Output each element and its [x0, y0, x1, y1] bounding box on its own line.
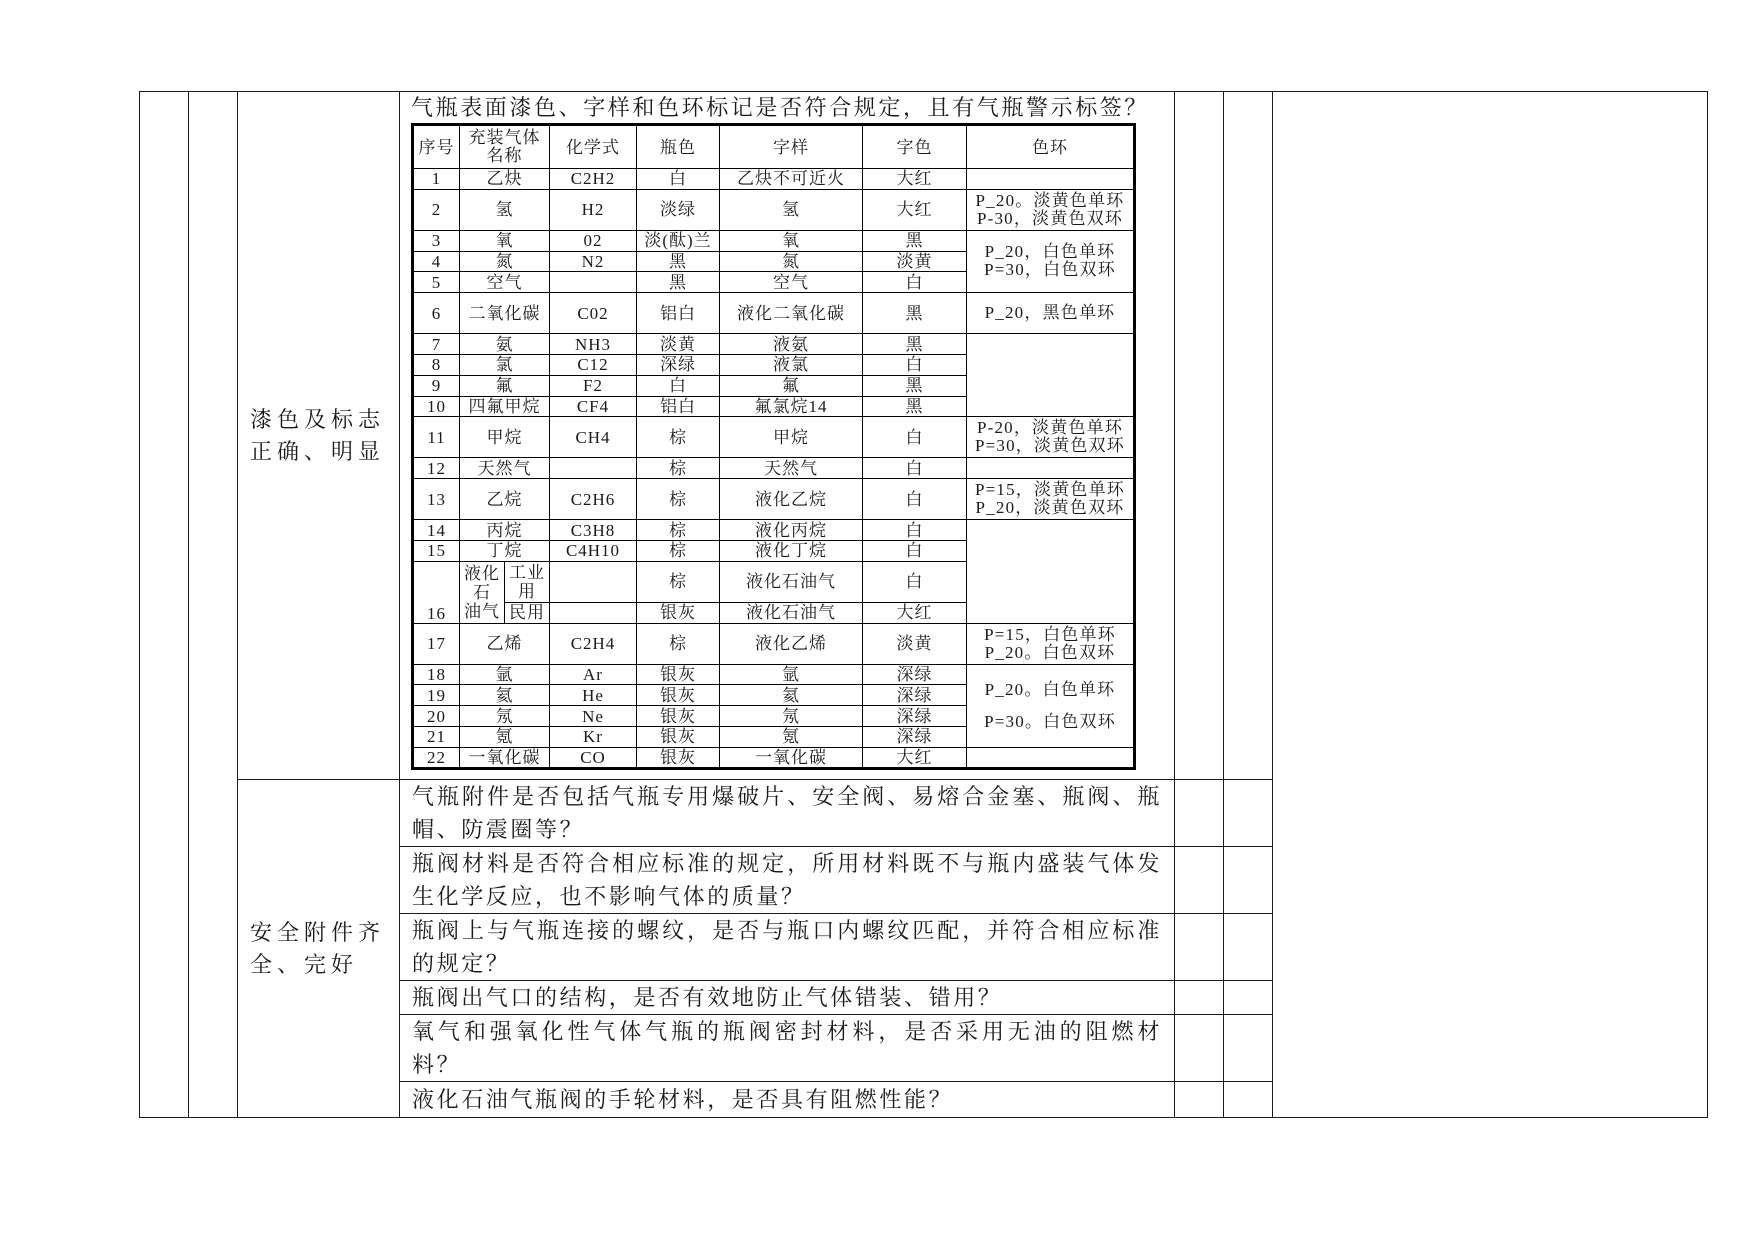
gas-color-ring-cell: P_20。白色单环 P=30。白色双环 [967, 664, 1135, 747]
gas-use-cell: 工业用 [505, 561, 550, 602]
gas-no-cell: 3 [413, 230, 460, 251]
gas-formula-cell [550, 602, 637, 623]
gas-bottle-color-cell: 银灰 [637, 706, 720, 727]
gas-formula-cell: CF4 [550, 396, 637, 417]
check-note-cell [1224, 1082, 1273, 1118]
gas-name-cell: 一氧化碳 [460, 747, 550, 768]
gas-formula-cell: NH3 [550, 334, 637, 355]
gas-formula-cell [550, 272, 637, 293]
gas-no-cell: 13 [413, 479, 460, 520]
index-column-cell [140, 92, 189, 1118]
gas-formula-cell: F2 [550, 375, 637, 396]
gas-row [413, 664, 1135, 685]
gas-formula-cell: Ar [550, 664, 637, 685]
gas-color-ring-cell [967, 747, 1135, 768]
gas-name-cell: 氪 [460, 726, 550, 747]
gas-name-cell: 氩 [460, 664, 550, 685]
gas-lettering-color-cell: 黑 [863, 375, 967, 396]
check-result-cell [1175, 847, 1224, 914]
gas-color-ring-cell [967, 334, 1135, 417]
check-note-cell [1224, 780, 1273, 847]
gas-no-cell: 6 [413, 293, 460, 334]
gas-lettering-color-cell: 白 [863, 272, 967, 293]
gas-row [413, 623, 1135, 664]
gas-formula-cell: 02 [550, 230, 637, 251]
gas-bottle-color-cell: 白 [637, 169, 720, 190]
header-bottle-color: 瓶色 [637, 125, 720, 169]
gas-lettering-color-cell: 淡黄 [863, 251, 967, 272]
gas-name-cell: 氢 [460, 189, 550, 230]
subject-column-cell [189, 92, 238, 1118]
check-note-cell [1224, 847, 1273, 914]
gas-lettering-color-cell: 淡黄 [863, 623, 967, 664]
header-lettering-color: 字色 [863, 125, 967, 169]
header-formula: 化学式 [550, 125, 637, 169]
gas-no-cell: 22 [413, 747, 460, 768]
gas-lettering-color-cell: 深绿 [863, 685, 967, 706]
table-row [140, 92, 1708, 780]
gas-row [413, 747, 1135, 768]
gas-formula-cell: CH4 [550, 417, 637, 458]
gas-color-ring-cell [967, 169, 1135, 190]
gas-formula-cell [550, 458, 637, 479]
gas-lettering-cell: 氖 [720, 706, 863, 727]
gas-lettering-cell: 液氨 [720, 334, 863, 355]
gas-lettering-color-cell: 黑 [863, 396, 967, 417]
check-item: 液化石油气瓶阀的手轮材料，是否具有阻燃性能？ [400, 1082, 1175, 1118]
check-category-paint-marking: 漆色及标志正确、明显 [238, 92, 400, 780]
gas-bottle-color-cell: 淡黄 [637, 334, 720, 355]
gas-name-cell: 丙烷 [460, 520, 550, 541]
check-result-cell [1175, 1015, 1224, 1082]
gas-lettering-color-cell: 白 [863, 561, 967, 602]
gas-bottle-color-cell: 铝白 [637, 293, 720, 334]
gas-no-cell: 15 [413, 540, 460, 561]
gas-color-ring-cell: P=15，白色单环 P_20。白色双环 [967, 623, 1135, 664]
gas-name-cell: 天然气 [460, 458, 550, 479]
gas-name-cell: 甲烷 [460, 417, 550, 458]
gas-row [413, 417, 1135, 458]
gas-no-cell: 12 [413, 458, 460, 479]
gas-name-cell: 氮 [460, 251, 550, 272]
gas-use-cell: 民用 [505, 602, 550, 623]
gas-name-cell: 氨 [460, 334, 550, 355]
gas-formula-cell: N2 [550, 251, 637, 272]
gas-name-cell: 乙炔 [460, 169, 550, 190]
gas-lettering-color-cell: 黑 [863, 230, 967, 251]
gas-bottle-color-cell: 棕 [637, 540, 720, 561]
check-item: 瓶阀上与气瓶连接的螺纹，是否与瓶口内螺纹匹配，并符合相应标准的规定？ [400, 914, 1175, 981]
gas-formula-cell: CO [550, 747, 637, 768]
gas-lettering-cell: 液化丙烷 [720, 520, 863, 541]
gas-lettering-color-cell: 白 [863, 540, 967, 561]
check-result-cell [1175, 914, 1224, 981]
gas-lettering-color-cell: 深绿 [863, 706, 967, 727]
gas-color-ring-cell: P-20，淡黄色单环 P=30，淡黄色双环 [967, 417, 1135, 458]
gas-formula-cell: H2 [550, 189, 637, 230]
check-result-cell [1175, 780, 1224, 847]
check-item-question: 气瓶表面漆色、字样和色环标记是否符合规定，且有气瓶警示标签？ [411, 95, 1150, 120]
gas-bottle-color-cell: 银灰 [637, 602, 720, 623]
header-color-ring: 色环 [967, 125, 1135, 169]
gas-lettering-cell: 氧 [720, 230, 863, 251]
gas-bottle-color-cell: 棕 [637, 623, 720, 664]
gas-lettering-cell: 氟 [720, 375, 863, 396]
gas-lettering-cell: 空气 [720, 272, 863, 293]
gas-lettering-cell: 液化乙烷 [720, 479, 863, 520]
gas-lettering-color-cell: 深绿 [863, 726, 967, 747]
gas-formula-cell [550, 561, 637, 602]
gas-bottle-color-cell: 棕 [637, 417, 720, 458]
gas-no-cell: 19 [413, 685, 460, 706]
gas-lettering-color-cell: 黑 [863, 293, 967, 334]
gas-lettering-cell: 一氧化碳 [720, 747, 863, 768]
gas-bottle-color-cell: 棕 [637, 561, 720, 602]
gas-lettering-cell: 液化乙烯 [720, 623, 863, 664]
gas-bottle-color-cell: 黑 [637, 272, 720, 293]
gas-no-cell: 9 [413, 375, 460, 396]
gas-lettering-cell: 液化二氧化碳 [720, 293, 863, 334]
gas-no-cell: 20 [413, 706, 460, 727]
gas-bottle-color-cell: 白 [637, 375, 720, 396]
gas-lettering-cell: 氟氯烷14 [720, 396, 863, 417]
gas-formula-cell: C2H2 [550, 169, 637, 190]
gas-bottle-color-cell: 棕 [637, 520, 720, 541]
gas-row [413, 334, 1135, 355]
gas-row [413, 230, 1135, 251]
gas-no-cell: 18 [413, 664, 460, 685]
check-result-cell [1175, 1082, 1224, 1118]
gas-row [413, 520, 1135, 541]
gas-bottle-color-cell: 深绿 [637, 354, 720, 375]
gas-lettering-color-cell: 大红 [863, 169, 967, 190]
gas-no-cell: 4 [413, 251, 460, 272]
gas-lettering-cell: 氢 [720, 189, 863, 230]
gas-formula-cell: Kr [550, 726, 637, 747]
check-item: 气瓶附件是否包括气瓶专用爆破片、安全阀、易熔合金塞、瓶阀、瓶帽、防震圈等？ [400, 780, 1175, 847]
gas-formula-cell: C4H10 [550, 540, 637, 561]
header-no: 序号 [413, 125, 460, 169]
check-result-cell [1175, 981, 1224, 1015]
check-result-cell [1175, 92, 1224, 780]
gas-lettering-cell: 氪 [720, 726, 863, 747]
gas-bottle-color-cell: 黑 [637, 251, 720, 272]
gas-color-ring-cell [967, 458, 1135, 479]
gas-no-cell: 8 [413, 354, 460, 375]
gas-lettering-cell: 液化丁烷 [720, 540, 863, 561]
gas-no-cell: 10 [413, 396, 460, 417]
gas-formula-cell: C3H8 [550, 520, 637, 541]
gas-name-cell: 氧 [460, 230, 550, 251]
gas-lettering-cell: 乙炔不可近火 [720, 169, 863, 190]
check-note-cell [1224, 981, 1273, 1015]
gas-row [413, 293, 1135, 334]
gas-no-cell: 17 [413, 623, 460, 664]
gas-lettering-cell: 液氯 [720, 354, 863, 375]
gas-lettering-cell: 液化石油气 [720, 602, 863, 623]
gas-name-cell: 乙烷 [460, 479, 550, 520]
gas-formula-cell: C02 [550, 293, 637, 334]
gas-lettering-cell: 氮 [720, 251, 863, 272]
gas-lettering-cell: 液化石油气 [720, 561, 863, 602]
gas-formula-cell: He [550, 685, 637, 706]
gas-no-cell: 5 [413, 272, 460, 293]
gas-name-cell: 四氟甲烷 [460, 396, 550, 417]
gas-no-cell: 11 [413, 417, 460, 458]
gas-lettering-color-cell: 大红 [863, 189, 967, 230]
check-note-cell [1224, 92, 1273, 780]
gas-no-cell: 16 [413, 561, 460, 623]
gas-bottle-color-cell: 棕 [637, 458, 720, 479]
inspection-table [139, 91, 1708, 1118]
gas-formula-cell: C2H6 [550, 479, 637, 520]
gas-bottle-color-cell: 铝白 [637, 396, 720, 417]
gas-lettering-color-cell: 深绿 [863, 664, 967, 685]
gas-lettering-color-cell: 黑 [863, 334, 967, 355]
gas-formula-cell: Ne [550, 706, 637, 727]
check-item: 瓶阀材料是否符合相应标准的规定，所用材料既不与瓶内盛装气体发生化学反应，也不影响气体的质量？ [400, 847, 1175, 914]
gas-name-cell: 液化 石 油气 [460, 561, 505, 623]
gas-name-cell: 空气 [460, 272, 550, 293]
gas-lettering-cell: 氦 [720, 685, 863, 706]
gas-lettering-cell: 甲烷 [720, 417, 863, 458]
gas-no-cell: 21 [413, 726, 460, 747]
gas-bottle-color-cell: 淡绿 [637, 189, 720, 230]
gas-bottle-color-cell: 银灰 [637, 664, 720, 685]
gas-row [413, 458, 1135, 479]
gas-lettering-cell: 天然气 [720, 458, 863, 479]
gas-name-cell: 氯 [460, 354, 550, 375]
check-item: 氧气和强氧化性气体气瓶的瓶阀密封材料，是否采用无油的阻燃材料？ [400, 1015, 1175, 1082]
gas-no-cell: 14 [413, 520, 460, 541]
gas-name-cell: 氟 [460, 375, 550, 396]
gas-formula-cell: C12 [550, 354, 637, 375]
gas-color-ring-cell: P_20。淡黄色单环 P-30，淡黄色双环 [967, 189, 1135, 230]
gas-lettering-cell: 氩 [720, 664, 863, 685]
gas-row [413, 169, 1135, 190]
gas-color-ring-cell: P=15，淡黄色单环 P_20，淡黄色双环 [967, 479, 1135, 520]
gas-cylinder-color-table [411, 123, 1136, 770]
gas-lettering-color-cell: 白 [863, 354, 967, 375]
gas-name-cell: 二氧化碳 [460, 293, 550, 334]
gas-name-cell: 乙烯 [460, 623, 550, 664]
gas-lettering-color-cell: 白 [863, 458, 967, 479]
gas-lettering-color-cell: 大红 [863, 747, 967, 768]
gas-table-body [413, 169, 1135, 769]
gas-color-ring-cell [967, 520, 1135, 623]
gas-name-cell: 丁烷 [460, 540, 550, 561]
gas-color-ring-cell: P_20，黑色单环 [967, 293, 1135, 334]
gas-row [413, 479, 1135, 520]
gas-bottle-color-cell: 银灰 [637, 685, 720, 706]
gas-formula-cell: C2H4 [550, 623, 637, 664]
gas-bottle-color-cell: 银灰 [637, 726, 720, 747]
check-item: 瓶阀出气口的结构，是否有效地防止气体错装、错用？ [400, 981, 1175, 1015]
gas-lettering-color-cell: 白 [863, 479, 967, 520]
header-gas-name: 充装气体 名称 [460, 125, 550, 169]
check-content-cell [400, 92, 1175, 780]
gas-table-header-row [413, 125, 1135, 169]
gas-lettering-color-cell: 大红 [863, 602, 967, 623]
gas-name-cell: 氦 [460, 685, 550, 706]
gas-bottle-color-cell: 淡(酞)兰 [637, 230, 720, 251]
gas-no-cell: 2 [413, 189, 460, 230]
check-category-safety-accessories: 安全附件齐全、完好 [238, 780, 400, 1118]
gas-bottle-color-cell: 棕 [637, 479, 720, 520]
gas-bottle-color-cell: 银灰 [637, 747, 720, 768]
gas-no-cell: 7 [413, 334, 460, 355]
gas-lettering-color-cell: 白 [863, 417, 967, 458]
gas-name-cell: 氖 [460, 706, 550, 727]
check-note-cell [1224, 914, 1273, 981]
header-lettering: 字样 [720, 125, 863, 169]
check-note-cell [1224, 1015, 1273, 1082]
gas-row [413, 189, 1135, 230]
remarks-column-cell [1273, 92, 1708, 1118]
gas-color-ring-cell: P_20，白色单环 P=30，白色双环 [967, 230, 1135, 292]
gas-no-cell: 1 [413, 169, 460, 190]
gas-lettering-color-cell: 白 [863, 520, 967, 541]
